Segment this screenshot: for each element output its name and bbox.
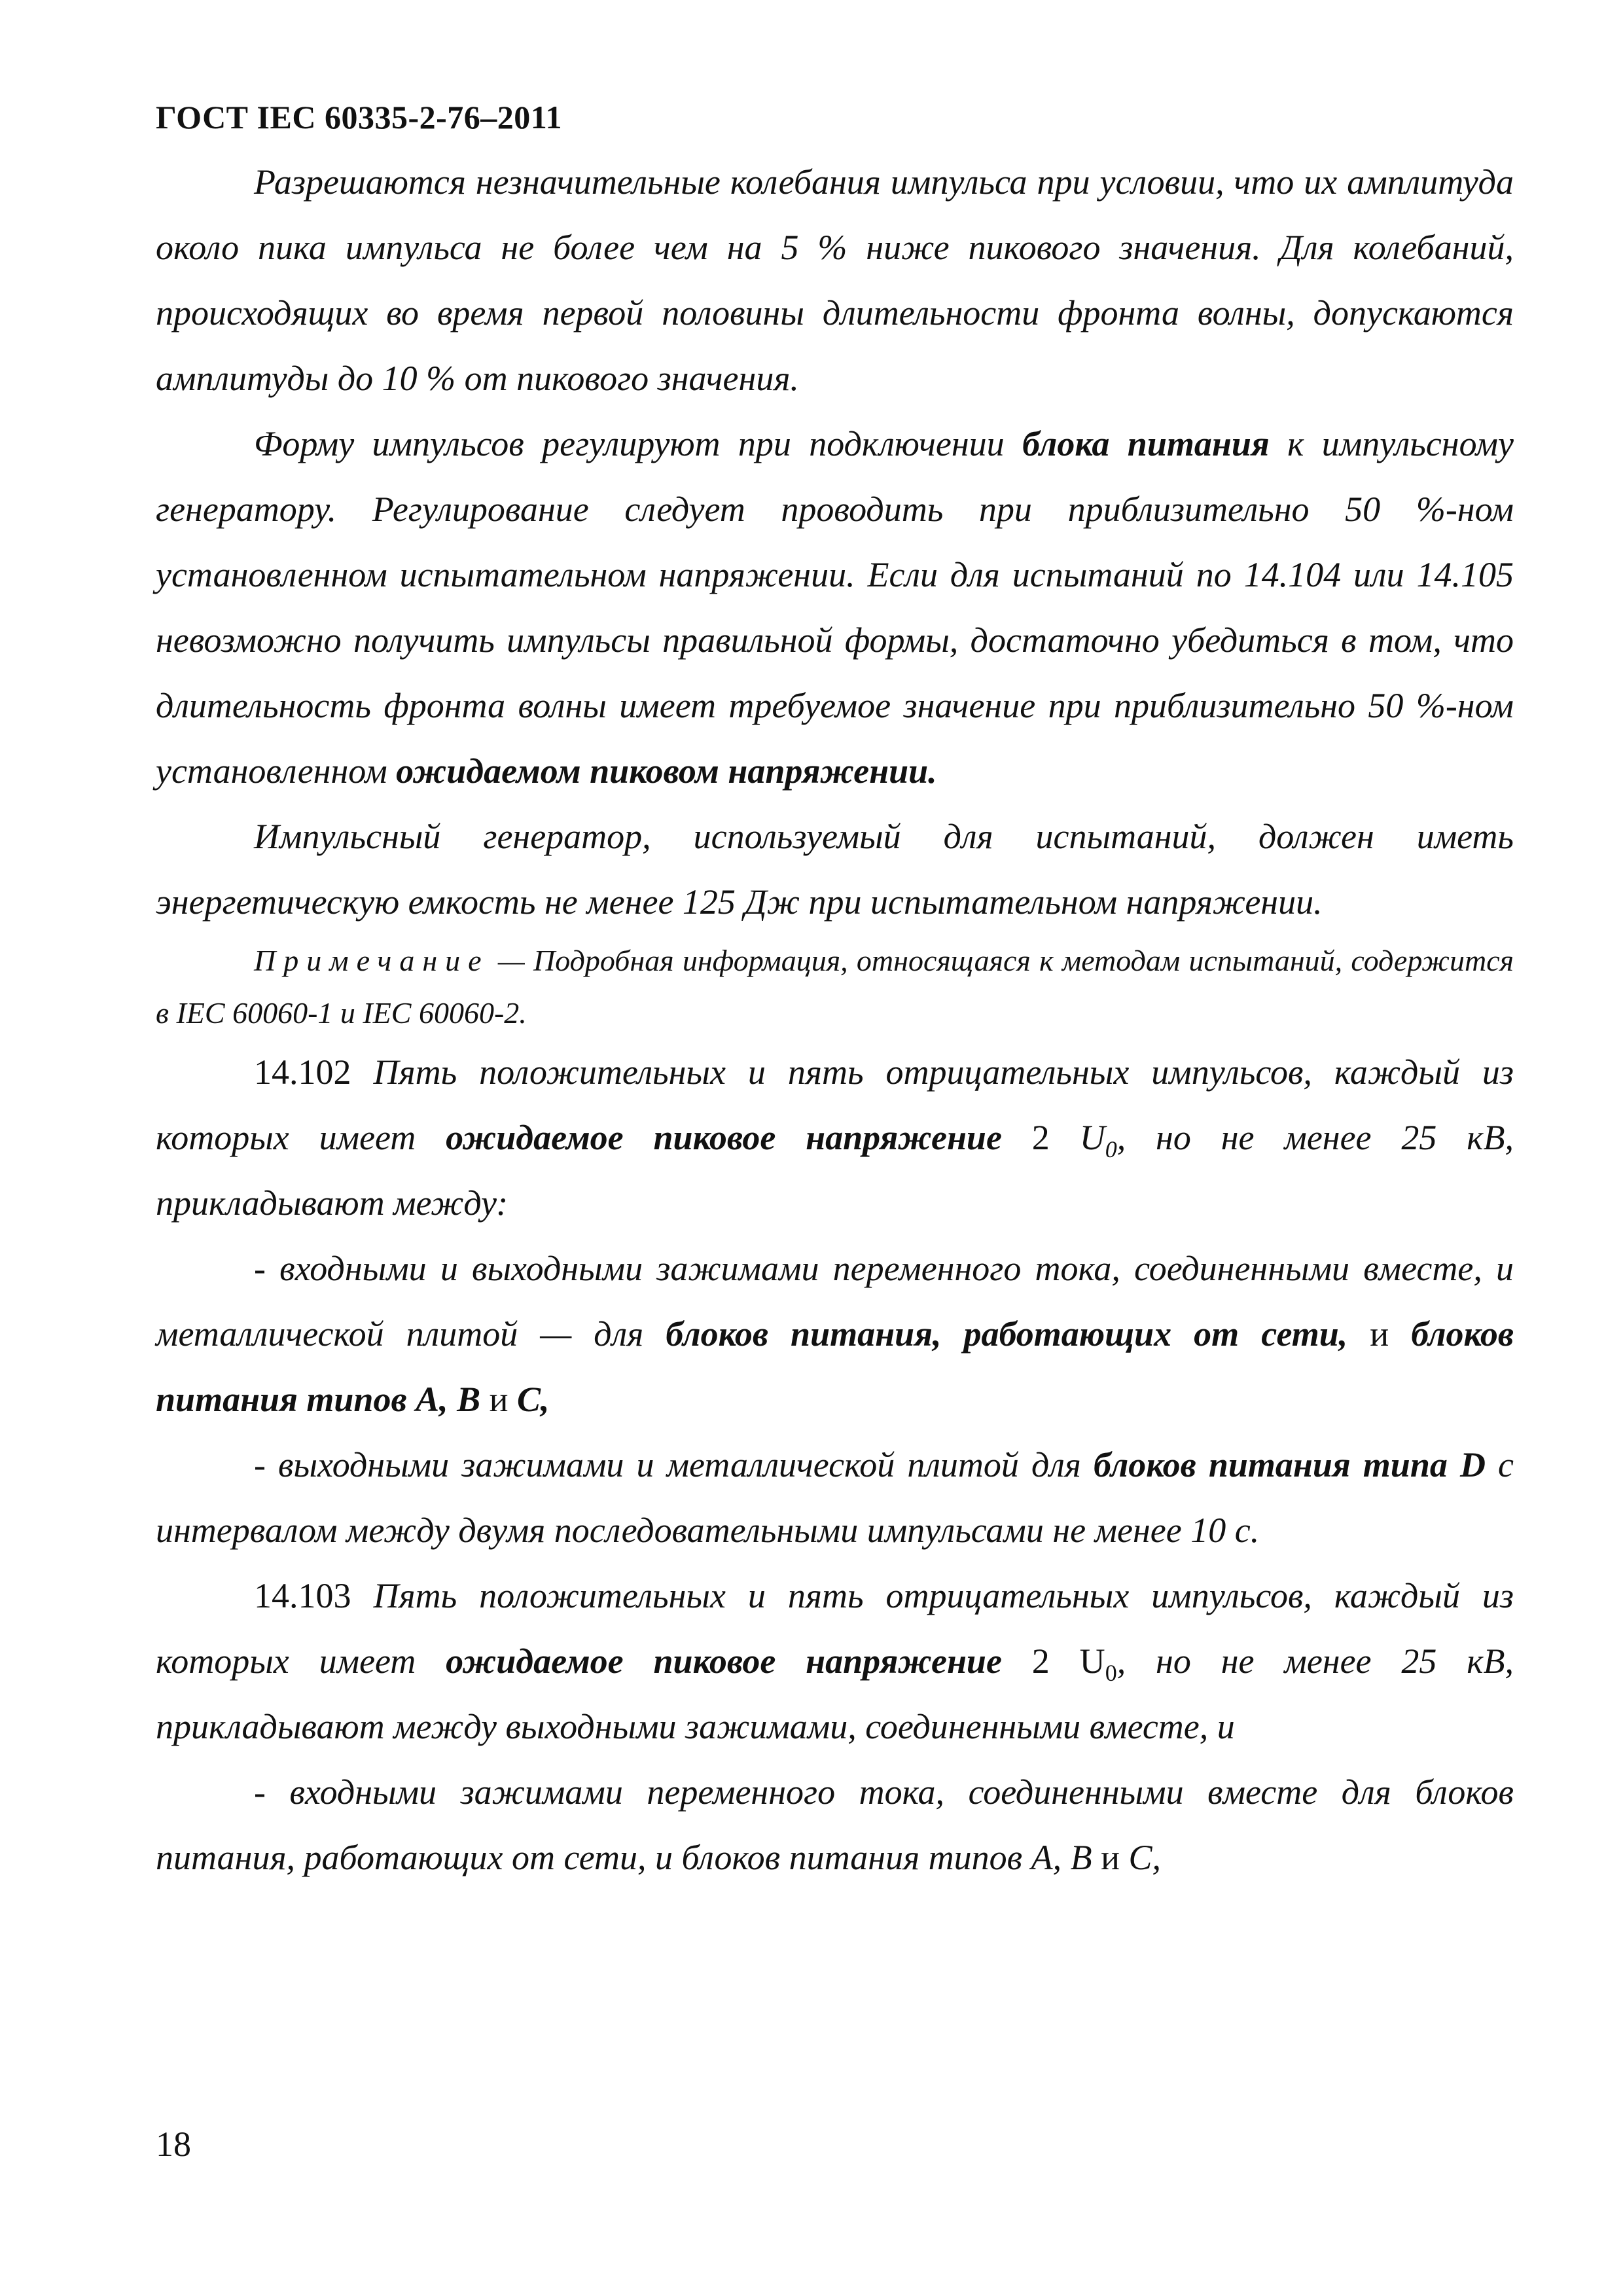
- note-label: Примечание: [254, 944, 490, 977]
- clause-14-102: 14.102 Пять положительных и пять отрицательных импульсов, каждый из которых имеет ожидаемое пиковое напряжение 2 $U_0$, но не менее 25 кВ, прикладывают между:: [156, 1052, 1514, 1223]
- list-item-output-terminals: - выходными зажимами и металлической плитой для блоков питания типа D с интервалом между двумя последовательными импульсами не менее 10 с.: [156, 1445, 1514, 1550]
- list-item-input-output-terminals: - входными и выходными зажимами переменного тока, соединенными вместе, и металлической плитой — для блоков питания, работающих от сети, и блоков питания типов А, В и С,: [156, 1249, 1514, 1419]
- paragraph-impulse-shape: Форму импульсов регулируют при подключении блока питания к импульсному генератору. Регулирование следует проводить при приблизительно 50 %-ном установленном испытательном напряжении. Если для испытаний по 14.104 или 14.105 невозможно получить импульсы правильной формы, достаточно убедиться в том, что длительность фронта волны имеет требуемое значение при приблизительно 50 %-ном установленном ожидаемом пиковом напряжении.: [156, 424, 1514, 791]
- term-power-supply: блока питания: [1022, 424, 1270, 463]
- note: [156, 935, 1514, 1039]
- term-expected-peak-voltage: ожидаемом пиковом напряжении.: [396, 751, 937, 791]
- paragraph-impulse-oscillations: Разрешаются незначительные колебания импульса при условии, что их амплитуда около пика импульса не более чем на 5 % ниже пикового значения. Для колебаний, происходящих во время первой половины длительности фронта волны, допускаются амплитуды до 10 % от пикового значения.: [156, 162, 1514, 398]
- document-body: [156, 149, 1514, 1890]
- note-text: — Подробная информация, относящаяся к методам испытаний, содержится в IEC 60060-1 и IEC 60060-2.: [156, 944, 1514, 1030]
- clause-number: 14.103: [254, 1576, 351, 1615]
- paragraph-generator-energy: Импульсный генератор, используемый для испытаний, должен иметь энергетическую емкость не менее 125 Дж при испытательном напряжении.: [156, 817, 1514, 922]
- page-number: 18: [156, 2125, 191, 2164]
- list-item-ac-input-terminals: - входными зажимами переменного тока, соединенными вместе для блоков питания, работающих от сети, и блоков питания типов А, В и С,: [156, 1772, 1514, 1877]
- document-code-header: ГОСТ IEC 60335-2-76–2011: [156, 99, 562, 135]
- clause-number: 14.102: [254, 1052, 351, 1092]
- clause-14-103: 14.103 Пять положительных и пять отрицательных импульсов, каждый из которых имеет ожидаемое пиковое напряжение 2 $U_0$, но не менее 25 кВ, прикладывают между выходными зажимами, соединенными вместе, и: [156, 1576, 1514, 1746]
